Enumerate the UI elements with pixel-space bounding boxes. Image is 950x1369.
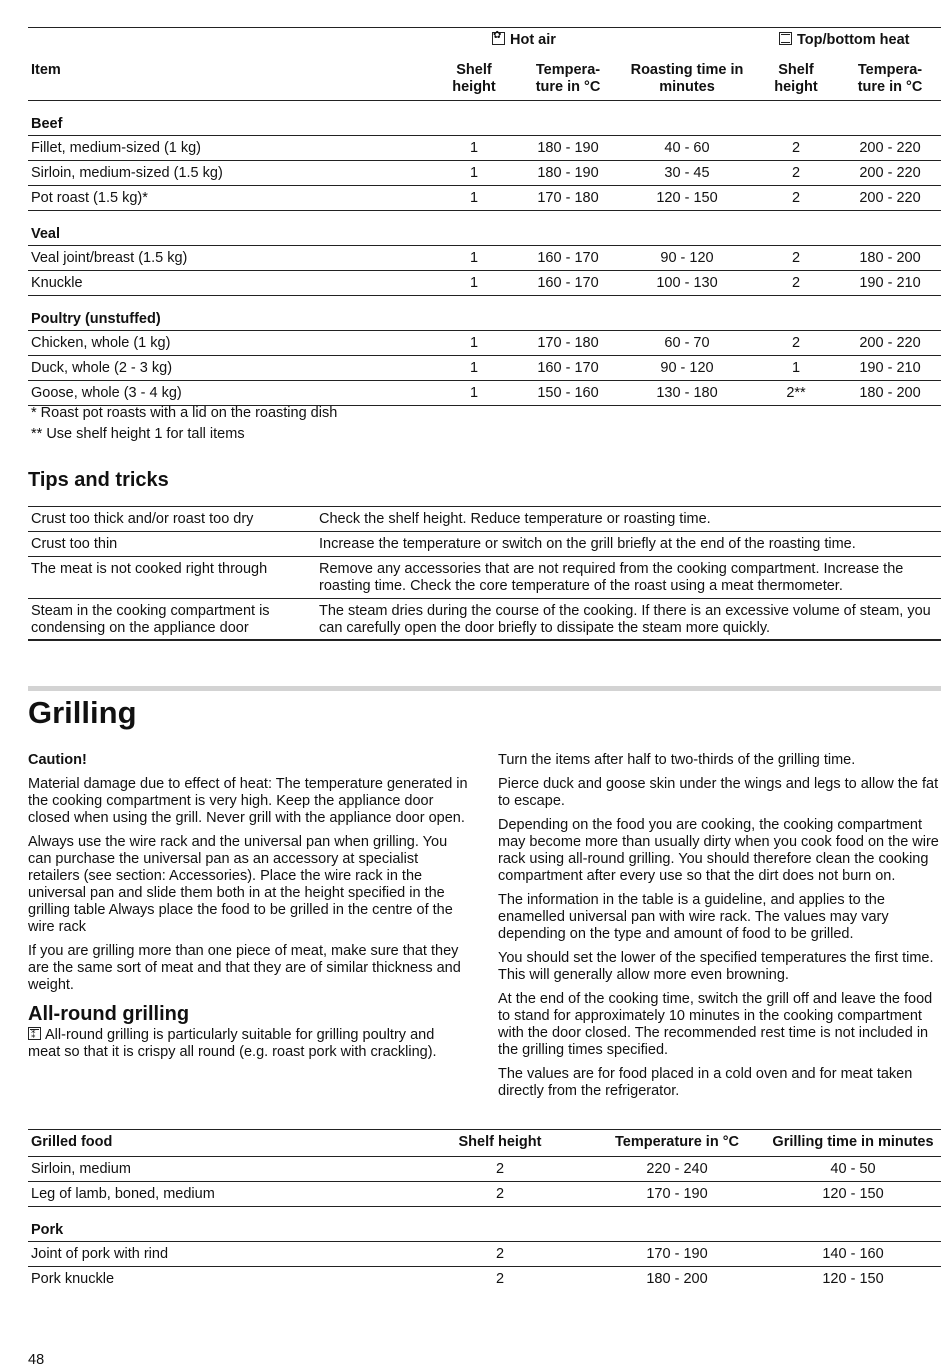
- cell-temp-hot-air: 160 - 170: [537, 360, 599, 376]
- cell-item: Chicken, whole (1 kg): [31, 335, 171, 351]
- cell-shelf-height: 2: [495, 1246, 505, 1262]
- left-paragraph: If you are grilling more than one piece of meat, make sure that they are the same sort of meat and that they are of similar thickness and weight.: [28, 943, 461, 993]
- cell-item: Pot roast (1.5 kg)*: [31, 190, 148, 206]
- cell-temp-hot-air: 160 - 170: [537, 250, 599, 266]
- group-label: Poultry (unstuffed): [31, 311, 161, 327]
- tips-row: [28, 599, 941, 641]
- header-shelf-2: Shelf height: [774, 62, 818, 96]
- mode-top-bottom-heat: Top/bottom heat: [779, 32, 910, 49]
- right-paragraph: The information in the table is a guideline, and applies to the enamelled universal pan with wire rack. The values may vary depending on the type and amount of food to be grilled.: [498, 892, 889, 942]
- table-row: [28, 1267, 941, 1291]
- cell-temp-top-bottom: 200 - 220: [859, 335, 921, 351]
- cell-temp-hot-air: 180 - 190: [537, 165, 599, 181]
- tips-solution: Check the shelf height. Reduce temperature or roasting time.: [319, 511, 711, 527]
- table-row: [28, 381, 941, 406]
- cell-temperature: 170 - 190: [646, 1186, 708, 1202]
- all-round-grilling-text: All-round grilling is particularly suitable for grilling poultry and meat so that it is crispy all round (e.g. roast pork with crackling).: [28, 1027, 437, 1060]
- tips-problem: The meat is not cooked right through: [31, 561, 268, 577]
- cell-temp-top-bottom: 190 - 210: [859, 360, 921, 376]
- table-row: [28, 161, 941, 186]
- table-row: [28, 1242, 941, 1267]
- group-row: [28, 1207, 941, 1242]
- tips-row: [28, 507, 941, 532]
- table-row: [28, 1157, 941, 1182]
- group-label: Beef: [31, 116, 63, 132]
- cell-grilled-food: Joint of pork with rind: [31, 1246, 169, 1262]
- cell-temperature: 220 - 240: [646, 1161, 708, 1177]
- cell-shelf-hot-air: 1: [469, 140, 479, 156]
- cell-shelf-height: 2: [495, 1271, 505, 1287]
- cell-temp-top-bottom: 200 - 220: [859, 190, 921, 206]
- roasting-table: [28, 27, 941, 406]
- header-temp-2: Tempera- ture in °C: [857, 62, 923, 96]
- header-grilling-time: Grilling time in minutes: [772, 1134, 934, 1150]
- grilling-right-column: [498, 752, 940, 1107]
- cell-shelf-top-bottom: 2: [791, 190, 801, 206]
- header-roast-time: Roasting time in minutes: [630, 62, 744, 96]
- cell-temp-hot-air: 170 - 180: [537, 335, 599, 351]
- tips-solution: Increase the temperature or switch on the grill briefly at the end of the roasting time.: [319, 536, 856, 552]
- left-paragraph: Always use the wire rack and the universal pan when grilling. You can purchase the universal pan as an accessory at specialist retailers (see section: Accessories). Place the wire rack in the universal pan and slide them both in at the height specified in the grilling table Always place the food to be grilled in the centre of the wire rack: [28, 834, 453, 935]
- cell-temp-hot-air: 150 - 160: [537, 385, 599, 401]
- grilling-heading: Grilling: [28, 695, 137, 730]
- group-row: [28, 211, 941, 246]
- header-shelf-1: Shelf height: [452, 62, 496, 96]
- cell-grilled-food: Leg of lamb, boned, medium: [31, 1186, 215, 1202]
- top-bottom-heat-icon: [779, 32, 792, 45]
- grilling-table: [28, 1129, 941, 1291]
- right-paragraph: At the end of the cooking time, switch the grill off and leave the food to stand for approximately 10 minutes in the cooking compartment with the door closed. The recommended rest time is not included in the grilling times specified.: [498, 991, 933, 1058]
- cell-shelf-hot-air: 1: [469, 385, 479, 401]
- cell-grilling-time: 120 - 150: [822, 1186, 884, 1202]
- cell-shelf-hot-air: 1: [469, 250, 479, 266]
- cell-temp-top-bottom: 200 - 220: [859, 140, 921, 156]
- cell-roast-time: 90 - 120: [660, 250, 714, 266]
- cell-roast-time: 130 - 180: [656, 385, 718, 401]
- cell-roast-time: 100 - 130: [656, 275, 718, 291]
- footnote-2: ** Use shelf height 1 for tall items: [31, 426, 245, 442]
- table-row: [28, 356, 941, 381]
- cell-temp-hot-air: 170 - 180: [537, 190, 599, 206]
- cell-shelf-hot-air: 1: [469, 360, 479, 376]
- cell-grilled-food: Sirloin, medium: [31, 1161, 131, 1177]
- tips-problem: Crust too thick and/or roast too dry: [31, 511, 254, 527]
- tips-heading: Tips and tricks: [28, 469, 169, 491]
- cell-shelf-top-bottom: 2: [791, 275, 801, 291]
- tips-row: [28, 532, 941, 557]
- tips-problem: Crust too thin: [31, 536, 118, 552]
- grill-header-row: [28, 1130, 941, 1157]
- grilling-left-column: [28, 752, 468, 1068]
- cell-item: Goose, whole (3 - 4 kg): [31, 385, 182, 401]
- cell-temp-top-bottom: 180 - 200: [859, 385, 921, 401]
- header-temp-1: Tempera- ture in °C: [535, 62, 601, 96]
- tips-solution: The steam dries during the course of the cooking. If there is an excessive volume of steam, you can carefully open the door briefly to dissipate the steam more quickly.: [319, 603, 931, 637]
- header-temperature: Temperature in °C: [615, 1134, 739, 1150]
- header-shelf-height: Shelf height: [458, 1134, 542, 1150]
- cell-item: Veal joint/breast (1.5 kg): [31, 250, 188, 266]
- cell-shelf-top-bottom: 2**: [786, 385, 806, 401]
- cell-item: Duck, whole (2 - 3 kg): [31, 360, 173, 376]
- cell-temperature: 170 - 190: [646, 1246, 708, 1262]
- all-round-grilling-heading: All-round grilling: [28, 1003, 190, 1025]
- header-item: Item: [31, 62, 61, 78]
- cell-grilled-food: Pork knuckle: [31, 1271, 115, 1287]
- cell-shelf-top-bottom: 2: [791, 165, 801, 181]
- cell-shelf-top-bottom: 2: [791, 140, 801, 156]
- right-paragraph: Turn the items after half to two-thirds of the grilling time.: [498, 752, 856, 768]
- table-row: [28, 246, 941, 271]
- cell-temp-top-bottom: 200 - 220: [859, 165, 921, 181]
- fan-icon: [492, 32, 505, 45]
- tips-table: [28, 506, 941, 641]
- cell-temp-hot-air: 180 - 190: [537, 140, 599, 156]
- section-divider: [28, 686, 941, 691]
- cell-roast-time: 90 - 120: [660, 360, 714, 376]
- column-header-row: [28, 56, 941, 101]
- table-row: [28, 136, 941, 161]
- group-row: [28, 101, 941, 136]
- cell-roast-time: 40 - 60: [664, 140, 710, 156]
- cell-grilling-time: 40 - 50: [830, 1161, 876, 1177]
- group-label: Pork: [31, 1222, 64, 1238]
- cell-shelf-top-bottom: 2: [791, 335, 801, 351]
- header-grilled-food: Grilled food: [31, 1134, 113, 1150]
- cell-item: Fillet, medium-sized (1 kg): [31, 140, 202, 156]
- cell-item: Sirloin, medium-sized (1.5 kg): [31, 165, 223, 181]
- cell-shelf-top-bottom: 1: [791, 360, 801, 376]
- cell-temp-hot-air: 160 - 170: [537, 275, 599, 291]
- footnote-1: * Roast pot roasts with a lid on the roasting dish: [31, 405, 338, 421]
- caution-text: Material damage due to effect of heat: The temperature generated in the cooking compartment is very high. Keep the appliance door closed when using the grill. Never grill with the appliance door open.: [28, 776, 468, 826]
- cell-temp-top-bottom: 190 - 210: [859, 275, 921, 291]
- cell-temp-top-bottom: 180 - 200: [859, 250, 921, 266]
- cell-roast-time: 120 - 150: [656, 190, 718, 206]
- tips-problem: Steam in the cooking compartment is condensing on the appliance door: [31, 603, 270, 637]
- page-number: 48: [28, 1352, 45, 1368]
- right-paragraph: Depending on the food you are cooking, the cooking compartment may become more than usually dirty when you cook food on the wire rack using all-round grilling. You should therefore clean the cooking compartment after every use so that the dirt does not burn on.: [498, 817, 939, 884]
- cell-shelf-hot-air: 1: [469, 275, 479, 291]
- right-paragraph: You should set the lower of the specified temperatures the first time. This will generally allow more even browning.: [498, 950, 934, 983]
- table-row: [28, 186, 941, 211]
- cell-shelf-height: 2: [495, 1186, 505, 1202]
- cell-item: Knuckle: [31, 275, 83, 291]
- cell-temperature: 180 - 200: [646, 1271, 708, 1287]
- tips-solution: Remove any accessories that are not required from the cooking compartment. Increase the roasting time. Check the core temperature of the roast using a meat thermometer.: [319, 561, 904, 595]
- group-label: Veal: [31, 226, 61, 242]
- table-row: [28, 1182, 941, 1207]
- cell-shelf-hot-air: 1: [469, 190, 479, 206]
- table-row: [28, 271, 941, 296]
- table-row: [28, 331, 941, 356]
- cell-shelf-top-bottom: 2: [791, 250, 801, 266]
- caution-title: Caution!: [28, 752, 87, 768]
- cell-grilling-time: 140 - 160: [822, 1246, 884, 1262]
- cell-roast-time: 30 - 45: [664, 165, 710, 181]
- cell-shelf-height: 2: [495, 1161, 505, 1177]
- cell-roast-time: 60 - 70: [664, 335, 710, 351]
- tips-row: [28, 557, 941, 599]
- mode-header-row: [28, 28, 941, 56]
- group-row: [28, 296, 941, 331]
- cell-shelf-hot-air: 1: [469, 335, 479, 351]
- mode-hot-air: ✿Hot air: [492, 32, 556, 49]
- right-paragraph: Pierce duck and goose skin under the wings and legs to allow the fat to escape.: [498, 776, 939, 809]
- cell-grilling-time: 120 - 150: [822, 1271, 884, 1287]
- cell-shelf-hot-air: 1: [469, 165, 479, 181]
- right-paragraph: The values are for food placed in a cold oven and for meat taken directly from the refrigerator.: [498, 1066, 913, 1099]
- all-round-grill-icon: [28, 1027, 41, 1040]
